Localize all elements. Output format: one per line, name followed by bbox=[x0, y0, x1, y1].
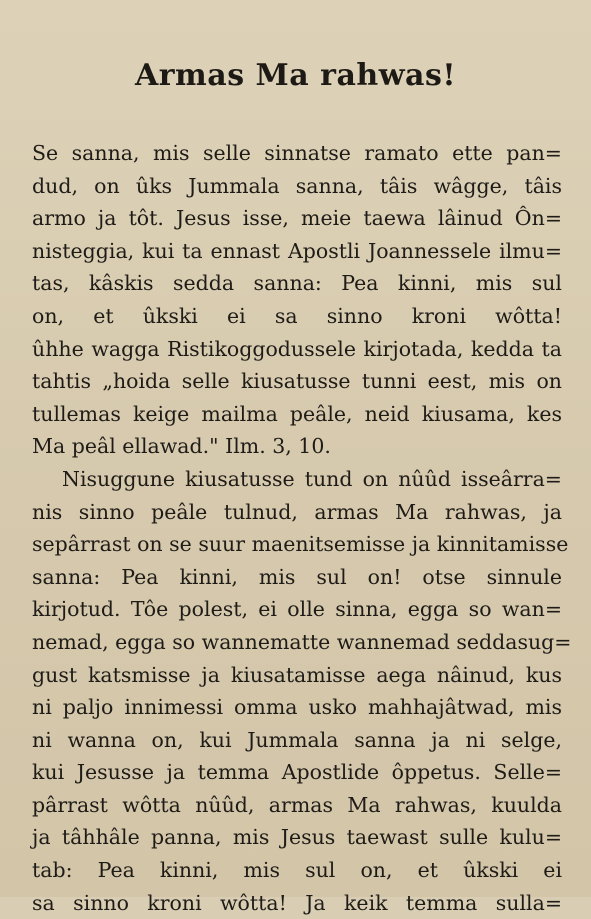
text-line: Nisuggune kiusatusse tund on nûûd isseârra= bbox=[62, 466, 562, 491]
text-line: ûhhe wagga Ristikoggodussele kirjotada, kedda ta bbox=[32, 336, 562, 361]
text-line: kui Jesusse ja temma Apostlide ôppetus. Selle= bbox=[32, 760, 562, 785]
text-line: gust katsmisse ja kiusatamisse aega nâinud, kus bbox=[32, 662, 562, 687]
text-line: nis sinno peâle tulnud, armas Ma rahwas, ja bbox=[32, 499, 562, 524]
page-title: Armas Ma rahwas! bbox=[134, 58, 457, 93]
paragraph-1 bbox=[32, 137, 562, 463]
text-line: nisteggia, kui ta ennast Apostli Joannessele ilmu= bbox=[32, 238, 562, 263]
text-line: tullemas keige mailma peâle, neid kiusama, kes bbox=[32, 401, 562, 426]
text-line: sanna: Pea kinni, mis sul on! otse sinnule bbox=[32, 564, 562, 589]
text-line: ja tâhhâle panna, mis Jesus taewast sulle kulu= bbox=[32, 825, 562, 850]
text-line: tahtis „hoida selle kiusatusse tunni eest, mis on bbox=[32, 369, 562, 394]
text-line: tab: Pea kinni, mis sul on, et ûkski ei bbox=[32, 858, 562, 883]
text-line: dud, on ûks Jummala sanna, tâis wâgge, tâis bbox=[32, 173, 562, 198]
body-text bbox=[32, 137, 572, 919]
text-line: Se sanna, mis selle sinnatse ramato ette pan= bbox=[32, 141, 562, 165]
text-line: armo ja tôt. Jesus isse, meie taewa lâinud Ôn= bbox=[32, 206, 562, 231]
text-line: tas, kâskis sedda sanna: Pea kinni, mis sul bbox=[32, 271, 562, 296]
text-line: sepârrast on se suur maenitsemisse ja kinnitamisse bbox=[32, 532, 569, 557]
text-line: ni wanna on, kui Jummala sanna ja ni selge, bbox=[32, 727, 562, 752]
text-line: Ma peâl ellawad." Ilm. 3, 10. bbox=[32, 434, 331, 459]
text-line: nemad, egga so wannematte wannemad seddasug= bbox=[32, 629, 572, 654]
text-line: pârrast wôtta nûûd, armas Ma rahwas, kuulda bbox=[32, 792, 562, 817]
paragraph-2 bbox=[32, 463, 572, 919]
text-line: sa sinno kroni wôtta! Ja keik temma sulla= bbox=[32, 890, 562, 915]
text-line: kirjotud. Tôe polest, ei olle sinna, egga so wan= bbox=[32, 597, 562, 622]
text-line: ni paljo innimessi omma usko mahhajâtwad, mis bbox=[32, 695, 562, 720]
text-line: on, et ûkski ei sa sinno kroni wôtta! bbox=[32, 303, 562, 328]
